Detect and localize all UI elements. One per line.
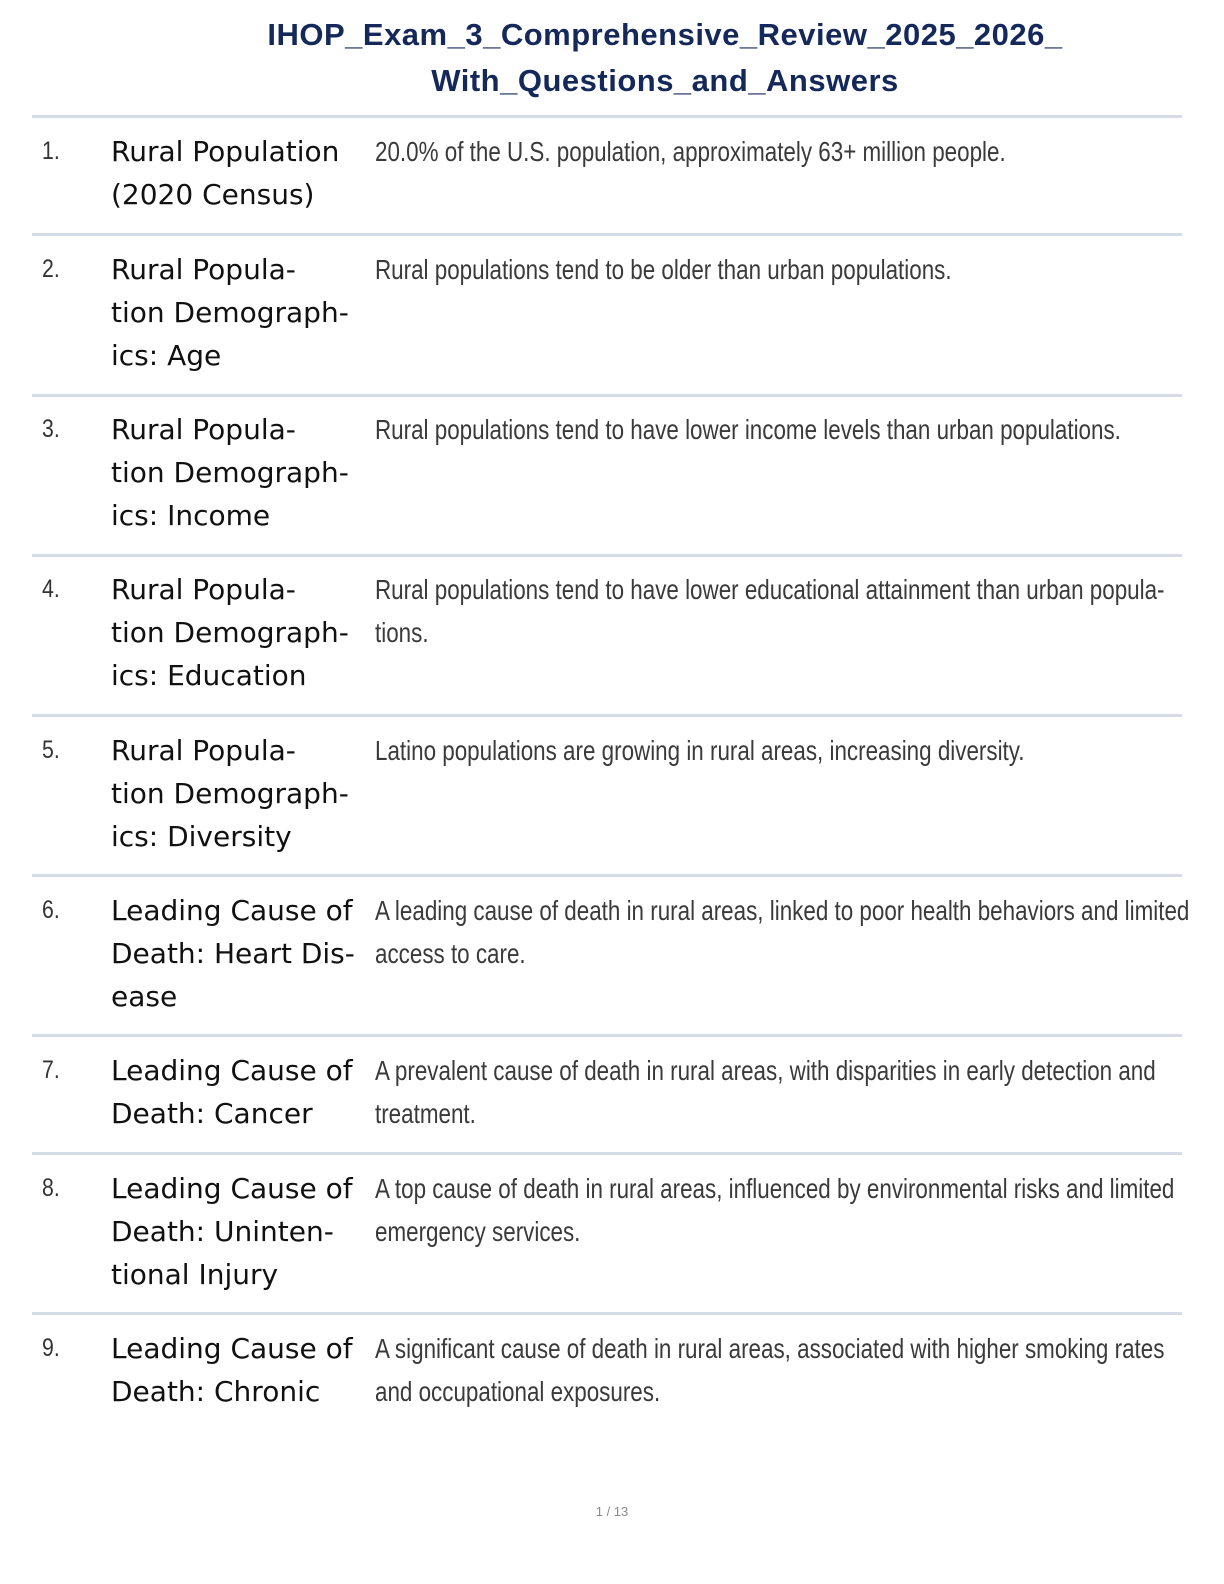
divider <box>32 115 1182 118</box>
definition-line: Rural populations tend to be older than urban populations. <box>375 254 952 285</box>
definition-line: A significant cause of death in rural areas, associated with higher smoking rates <box>375 1333 1165 1364</box>
definition-line: 20.0% of the U.S. population, approximately 63+ million people. <box>375 136 1006 167</box>
definition <box>375 408 1119 451</box>
definition-line: A leading cause of death in rural areas, linked to poor health behaviors and limited <box>375 895 1190 926</box>
term-line: Death: Chronic <box>111 1375 321 1408</box>
divider <box>32 394 1182 397</box>
term-line: tion Demograph- <box>111 777 349 810</box>
definition-line: Latino populations are growing in rural areas, increasing diversity. <box>375 735 1025 766</box>
term-line: Rural Popula- <box>111 413 296 446</box>
divider <box>32 874 1182 877</box>
definition <box>375 248 1119 291</box>
page-number: 1 / 13 <box>595 1504 629 1519</box>
divider <box>32 714 1182 717</box>
definition-line: Rural populations tend to have lower educational attainment than urban popula- <box>375 574 1165 605</box>
term-line: ics: Education <box>111 659 307 692</box>
term-line: Death: Heart Dis- <box>111 937 355 970</box>
definition-line: Rural populations tend to have lower income levels than urban populations. <box>375 414 1121 445</box>
term-line: (2020 Census) <box>111 178 315 211</box>
entry-number: 8. <box>42 1174 60 1202</box>
term <box>111 1049 376 1135</box>
term <box>111 1327 376 1413</box>
entry-number: 1. <box>42 137 60 165</box>
entry-number: 4. <box>42 575 60 603</box>
term-line: tion Demograph- <box>111 296 349 329</box>
definition <box>375 1049 1156 1135</box>
document-title <box>0 12 1224 104</box>
term-line: Rural Popula- <box>111 253 296 286</box>
term-line: Rural Popula- <box>111 573 296 606</box>
definition <box>375 568 1165 654</box>
term-line: Leading Cause of <box>111 1054 353 1087</box>
term-line: ics: Diversity <box>111 820 292 853</box>
definition-line: A top cause of death in rural areas, influenced by environmental risks and limited <box>375 1173 1175 1204</box>
definition-line: treatment. <box>375 1098 476 1129</box>
term-line: tion Demograph- <box>111 616 349 649</box>
definition <box>375 130 1119 173</box>
definition-line: emergency services. <box>375 1216 581 1247</box>
divider <box>32 554 1182 557</box>
term-line: Rural Population <box>111 135 340 168</box>
entry-number: 2. <box>42 255 60 283</box>
term-line: Leading Cause of <box>111 894 353 927</box>
definition-line: tions. <box>375 617 429 648</box>
divider <box>32 1312 1182 1315</box>
term-line: ics: Age <box>111 339 222 372</box>
term <box>111 729 376 858</box>
entry-number: 3. <box>42 415 60 443</box>
definition-line: access to care. <box>375 938 526 969</box>
entry-number: 9. <box>42 1334 60 1362</box>
term-line: ease <box>111 980 178 1013</box>
term-line: tional Injury <box>111 1258 279 1291</box>
definition <box>375 889 1190 975</box>
term-line: tion Demograph- <box>111 456 349 489</box>
definition <box>375 729 1119 772</box>
divider <box>32 233 1182 236</box>
term-line: Leading Cause of <box>111 1172 353 1205</box>
title-line-2: With_Questions_and_Answers <box>431 63 899 98</box>
term-line: Death: Uninten- <box>111 1215 334 1248</box>
divider <box>32 1034 1182 1037</box>
term-line: Death: Cancer <box>111 1097 313 1130</box>
entry-number: 5. <box>42 736 60 764</box>
term-line: Leading Cause of <box>111 1332 353 1365</box>
definition <box>375 1327 1165 1413</box>
definition-line: A prevalent cause of death in rural areas, with disparities in early detection and <box>375 1055 1156 1086</box>
term <box>111 248 376 377</box>
term <box>111 1167 376 1296</box>
term-line: ics: Income <box>111 499 271 532</box>
term-line: Rural Popula- <box>111 734 296 767</box>
entry-number: 7. <box>42 1056 60 1084</box>
term <box>111 568 376 697</box>
term <box>111 130 376 216</box>
entry-number: 6. <box>42 896 60 924</box>
title-line-1: IHOP_Exam_3_Comprehensive_Review_2025_2026_ <box>267 17 1063 52</box>
definition <box>375 1167 1175 1253</box>
divider <box>32 1152 1182 1155</box>
term <box>111 408 376 537</box>
definition-line: and occupational exposures. <box>375 1376 661 1407</box>
term <box>111 889 376 1018</box>
